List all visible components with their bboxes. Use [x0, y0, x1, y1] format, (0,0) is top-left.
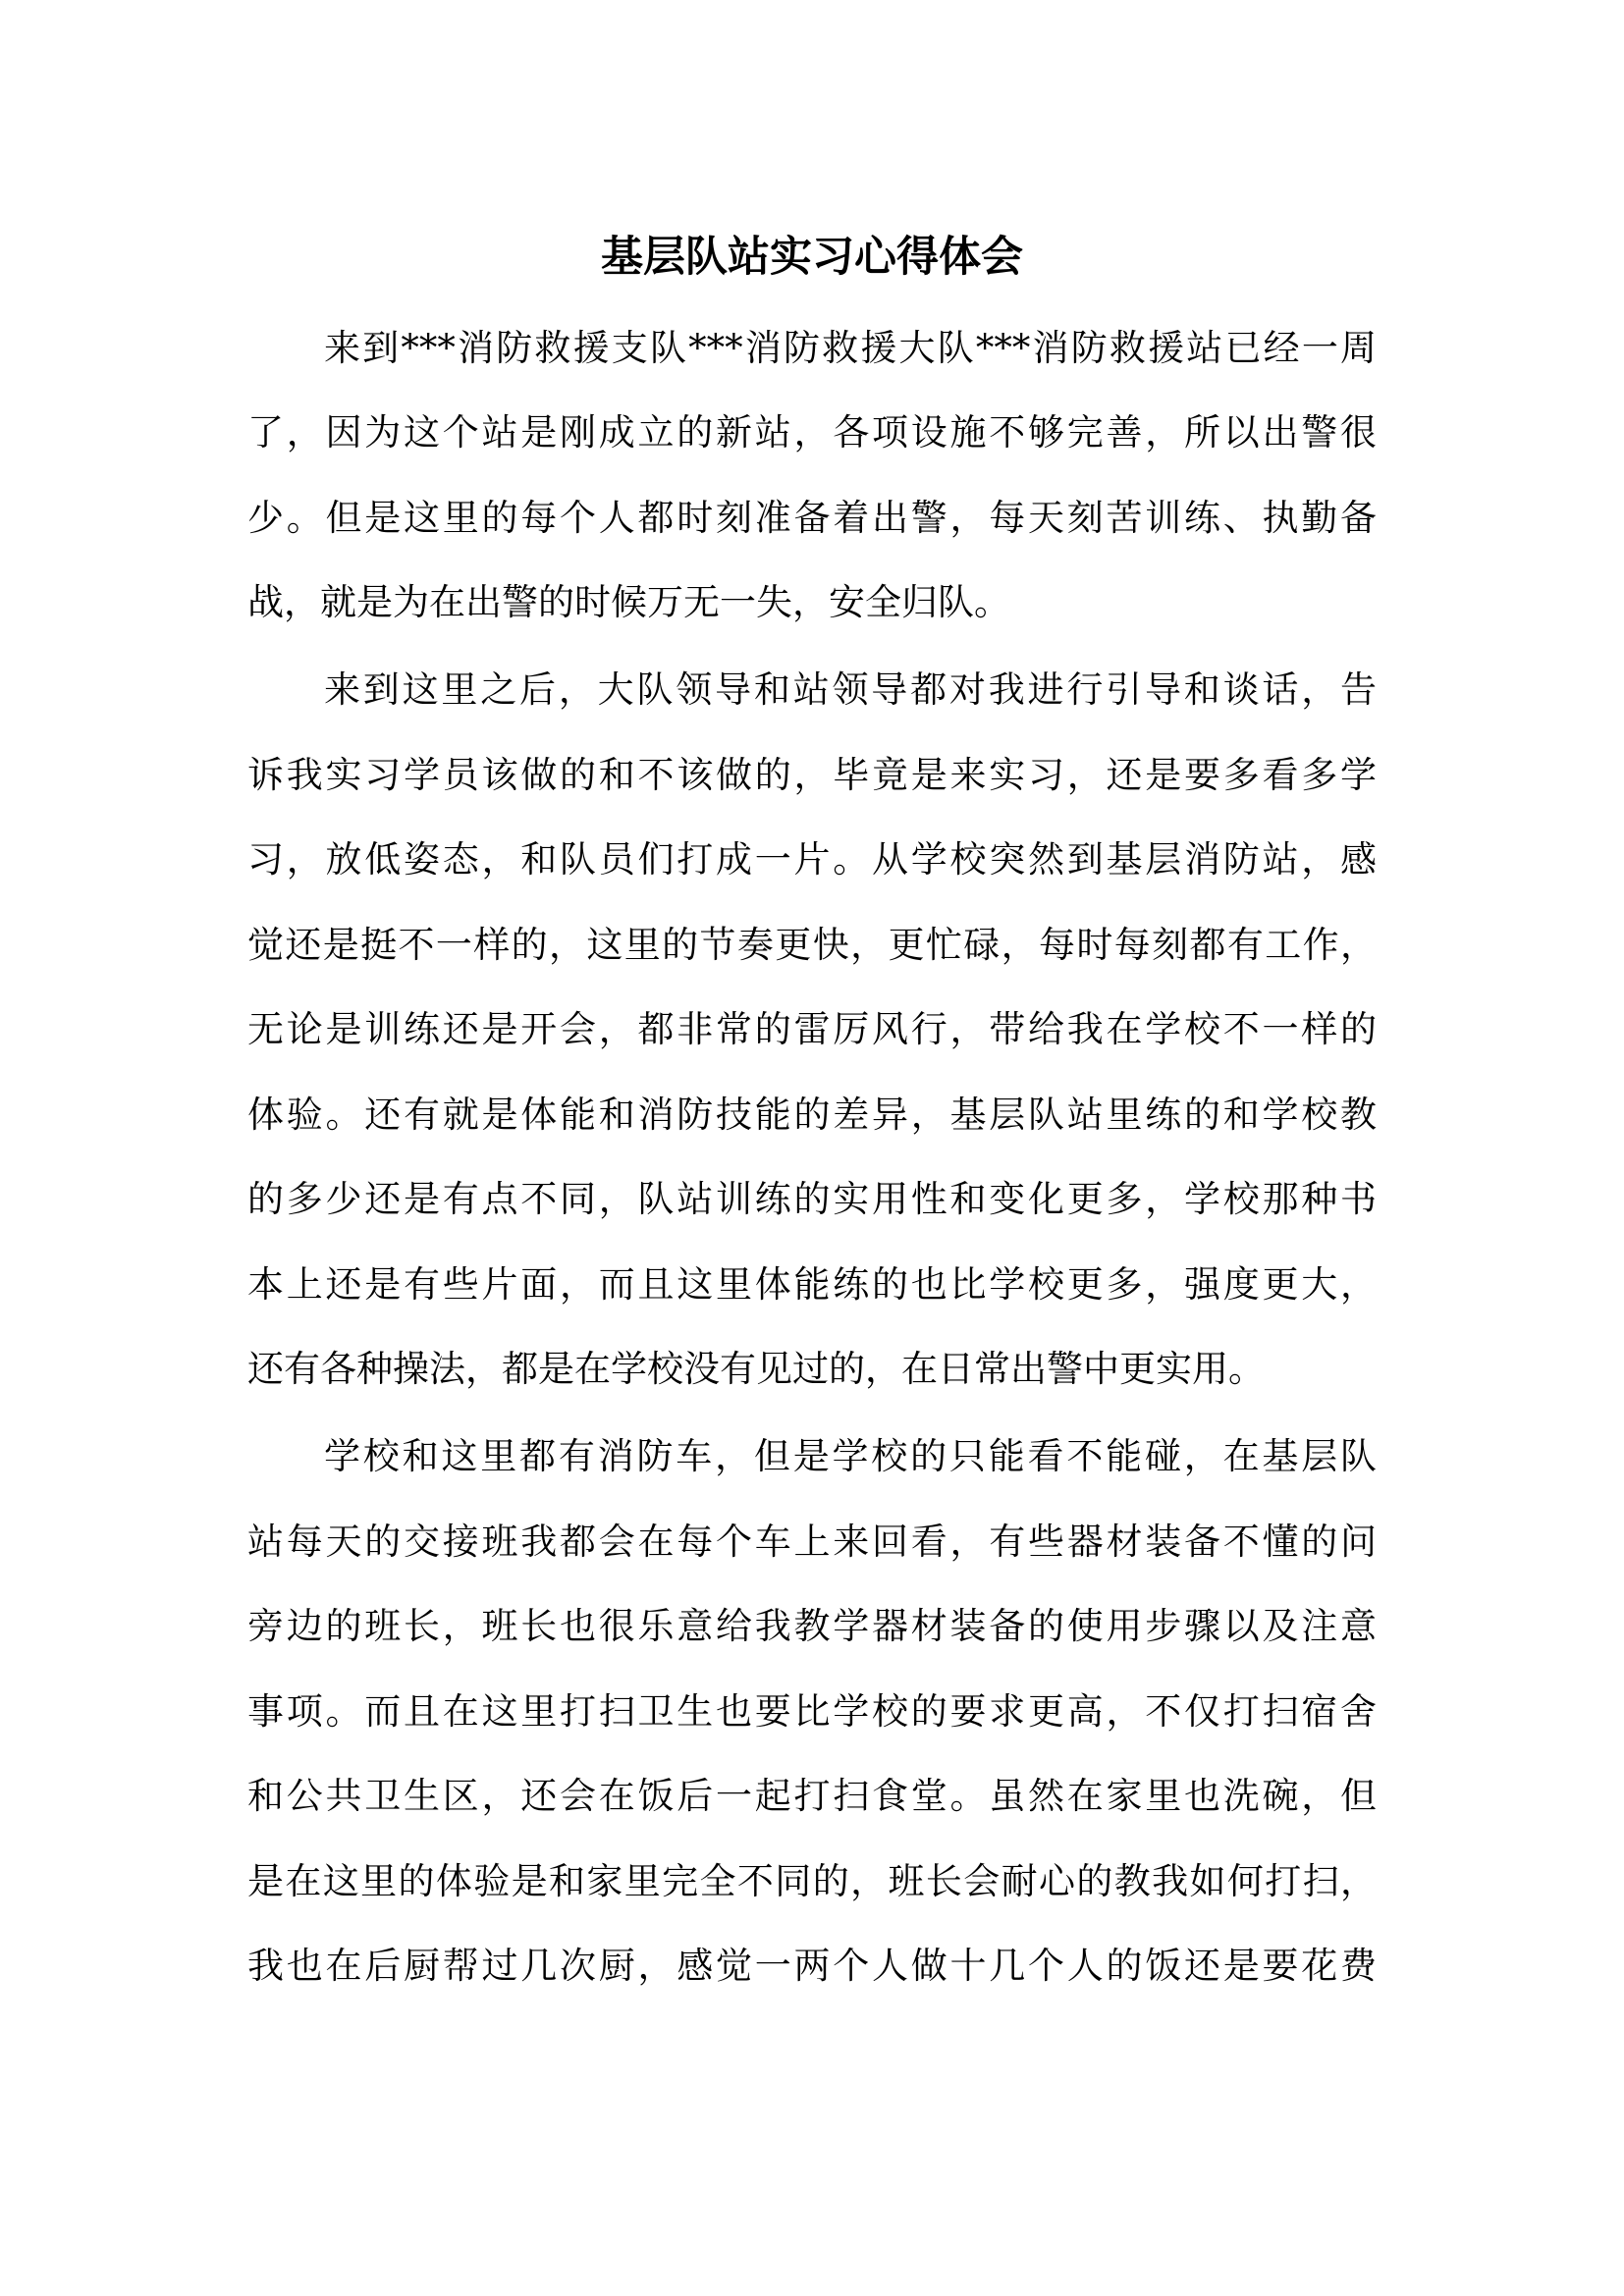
paragraph-3-line-6: 是在这里的体验是和家里完全不同的，班长会耐心的教我如何打扫，: [247, 1860, 1377, 1902]
paragraph-2-line-4: 觉还是挺不一样的，这里的节奏更快，更忙碌，每时每刻都有工作，: [247, 924, 1377, 966]
paragraph-2-line-2: 诉我实习学员该做的和不该做的，毕竟是来实习，还是要多看多学: [247, 754, 1377, 796]
paragraph-2-line-5: 无论是训练还是开会，都非常的雷厉风行，带给我在学校不一样的: [247, 1008, 1377, 1050]
paragraph-2-line-7: 的多少还是有点不同，队站训练的实用性和变化更多，学校那种书: [247, 1178, 1377, 1220]
paragraph-1-line-1: 来到***消防救援支队***消防救援大队***消防救援站已经一周: [324, 327, 1377, 369]
paragraph-2-line-8: 本上还是有些片面，而且这里体能练的也比学校更多，强度更大，: [247, 1263, 1377, 1306]
paragraph-1-line-2: 了，因为这个站是刚成立的新站，各项设施不够完善，所以出警很: [247, 411, 1377, 454]
paragraph-2-line-1: 来到这里之后，大队领导和站领导都对我进行引导和谈话，告: [324, 668, 1377, 711]
paragraph-3-line-5: 和公共卫生区，还会在饭后一起打扫食堂。虽然在家里也洗碗，但: [247, 1775, 1377, 1817]
paragraph-3-line-1: 学校和这里都有消防车，但是学校的只能看不能碰，在基层队: [324, 1435, 1377, 1477]
paragraph-3-line-4: 事项。而且在这里打扫卫生也要比学校的要求更高，不仅打扫宿舍: [247, 1690, 1377, 1733]
paragraph-3-line-7: 我也在后厨帮过几次厨，感觉一两个人做十几个人的饭还是要花费: [247, 1945, 1377, 1987]
document-title: 基层队站实习心得体会: [601, 233, 1023, 282]
paragraph-2-line-3: 习，放低姿态，和队员们打成一片。从学校突然到基层消防站，感: [247, 838, 1377, 881]
paragraph-1-line-4: 战，就是为在出警的时候万无一失，安全归队。: [247, 581, 1010, 623]
paragraph-3-line-3: 旁边的班长，班长也很乐意给我教学器材装备的使用步骤以及注意: [247, 1605, 1377, 1647]
paragraph-2-line-9: 还有各种操法，都是在学校没有见过的，在日常出警中更实用。: [247, 1348, 1265, 1390]
paragraph-2-line-6: 体验。还有就是体能和消防技能的差异，基层队站里练的和学校教: [247, 1094, 1377, 1136]
paragraph-3-line-2: 站每天的交接班我都会在每个车上来回看，有些器材装备不懂的问: [247, 1521, 1377, 1563]
paragraph-1-line-3: 少。但是这里的每个人都时刻准备着出警，每天刻苦训练、执勤备: [247, 497, 1377, 539]
